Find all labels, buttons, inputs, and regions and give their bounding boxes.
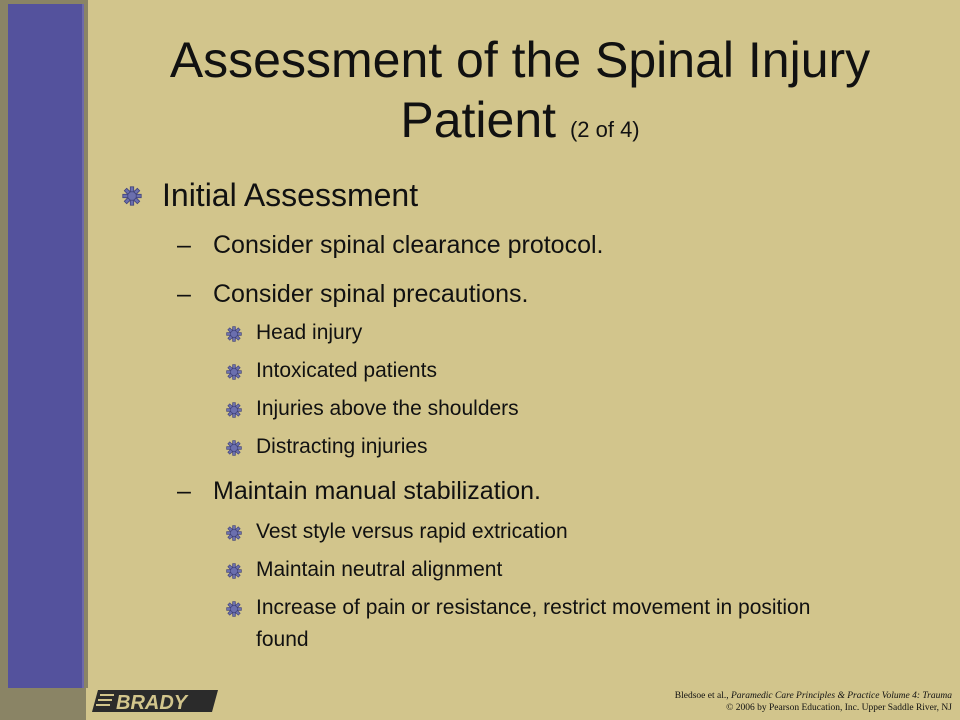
slide-title	[100, 30, 940, 160]
dash-item-text: Consider spinal precautions.	[213, 280, 529, 308]
dash-item-text: Consider spinal clearance protocol.	[213, 231, 604, 259]
dash-item	[177, 280, 528, 309]
sub-item-text: Increase of pain or resistance, restrict movement in position found	[256, 596, 811, 651]
gear-bullet-icon	[226, 364, 242, 380]
sub-item	[226, 592, 866, 656]
gear-bullet-icon	[226, 601, 242, 617]
sub-item-text: Maintain neutral alignment	[256, 558, 503, 581]
gear-bullet-icon	[226, 563, 242, 579]
dash-marker: –	[177, 231, 191, 259]
credit-copyright: © 2006 by Pearson Education, Inc. Upper Saddle River, NJ	[726, 703, 952, 713]
sub-item	[226, 431, 428, 463]
sub-item	[226, 355, 437, 387]
title-main: Assessment of the Spinal Injury Patient	[169, 32, 871, 148]
credit-book: Paramedic Care Principles & Practice Volume 4: Trauma	[730, 691, 952, 701]
dash-item	[177, 231, 604, 260]
left-sidebar	[0, 0, 88, 720]
title-suffix: (2 of 4)	[569, 117, 640, 142]
sub-item-text: Head injury	[256, 321, 363, 344]
gear-bullet-icon	[226, 326, 242, 342]
dash-marker: –	[177, 477, 191, 505]
sub-item-text: Vest style versus rapid extrication	[256, 520, 568, 543]
sub-item-text: Injuries above the shoulders	[256, 397, 519, 420]
dash-item	[177, 477, 541, 506]
sub-item-text: Distracting injuries	[256, 435, 428, 458]
sub-item-text: Intoxicated patients	[256, 359, 437, 382]
sub-item	[226, 516, 568, 548]
bullet-level1	[122, 177, 418, 214]
logo-text: BRADY	[116, 692, 188, 714]
dash-marker: –	[177, 280, 191, 308]
sub-item	[226, 393, 519, 425]
left-sidebar-accent	[8, 4, 84, 688]
copyright-credit	[582, 690, 952, 714]
brady-logo	[88, 688, 218, 714]
bullet-text: Initial Assessment	[162, 177, 419, 213]
gear-bullet-icon	[226, 440, 242, 456]
sub-item	[226, 317, 362, 349]
gear-bullet-icon	[122, 186, 142, 206]
dash-item-text: Maintain manual stabilization.	[213, 477, 541, 505]
gear-bullet-icon	[226, 525, 242, 541]
credit-authors: Bledsoe et al.,	[674, 691, 729, 701]
sub-item	[226, 554, 502, 586]
gear-bullet-icon	[226, 402, 242, 418]
